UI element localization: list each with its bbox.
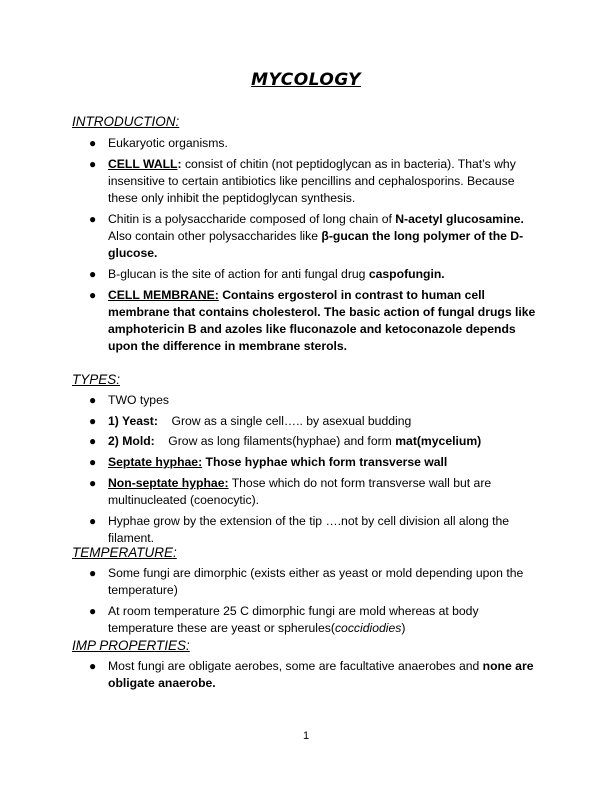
list-item: ● B-glucan is the site of action for anti fungal drug caspofungin.	[72, 266, 542, 283]
introduction-list	[72, 135, 542, 359]
list-item: ● 1) Yeast: Grow as a single cell….. by asexual budding	[72, 413, 542, 430]
bullet-icon: ●	[89, 136, 97, 150]
list-item: ● TWO types	[72, 392, 542, 409]
bullet-icon: ●	[89, 266, 97, 281]
term-label: Non-septate hyphae:	[108, 475, 229, 490]
list-item: ● Chitin is a polysaccharide composed of long chain of N-acetyl glucosamine. Also contain other polysaccharides like β-gucan the long polymer of the D-glucose.	[89, 211, 524, 261]
term-label: CELL MEMBRANE:	[108, 287, 219, 302]
temperature-list	[72, 565, 542, 641]
bullet-icon: ●	[89, 475, 97, 490]
list-item: ● Non-septate hyphae: Those which do not form transverse wall but are multinucleated (coenocytic).	[89, 475, 492, 508]
document-title: MYCOLOGY	[251, 70, 361, 90]
bullet-icon: ●	[89, 287, 97, 302]
term-label: 1) Yeast:	[108, 413, 158, 428]
imp-properties-list	[72, 658, 542, 696]
term-label: CELL WALL	[108, 156, 178, 171]
bullet-icon: ●	[89, 434, 97, 449]
bullet-icon: ●	[89, 211, 97, 226]
bullet-icon: ●	[89, 393, 97, 407]
bullet-icon: ●	[89, 659, 97, 673]
bullet-icon: ●	[89, 156, 97, 171]
bullet-icon: ●	[89, 566, 97, 580]
term-label: 2) Mold:	[108, 434, 155, 449]
list-item: ● 2) Mold: Grow as long filaments(hyphae) and form mat(mycelium)	[72, 433, 542, 450]
list-item: ● Hyphae grow by the extension of the tip ….not by cell division all along the filament.	[89, 513, 510, 545]
list-item: ● Some fungi are dimorphic (exists either as yeast or mold depending upon the temperature)	[89, 566, 524, 598]
section-heading-temperature: TEMPERATURE:	[72, 545, 177, 560]
bullet-icon: ●	[89, 513, 97, 528]
section-heading-types: TYPES:	[72, 372, 121, 387]
bullet-icon: ●	[89, 603, 97, 618]
list-item: ● Most fungi are obligate aerobes, some are facultative anaerobes and none are obligate anaerobe.	[89, 659, 534, 691]
list-item: ● CELL WALL: consist of chitin (not peptidoglycan as in bacteria). That’s why insensitive to certain antibiotics like pencillins and cephalosporins. Because these only inhibit the peptidoglycan synthesis.	[89, 156, 516, 206]
bullet-icon: ●	[89, 413, 97, 428]
types-list	[72, 392, 542, 551]
section-heading-imp-properties: IMP PROPERTIES:	[72, 638, 190, 653]
bullet-icon: ●	[89, 455, 97, 470]
list-item: ● Septate hyphae: Those hyphae which form transverse wall	[72, 454, 542, 471]
page-number: 1	[302, 730, 310, 742]
list-item: ● At room temperature 25 C dimorphic fungi are mold whereas at body temperature these are yeast or spherules(coccidiodies)	[89, 603, 479, 636]
list-item: ● CELL MEMBRANE: Contains ergosterol in contrast to human cell membrane that contains cholesterol. The basic action of fungal drugs like amphotericin B and azoles like fluconazole and ketoconazole depends upon the difference in membrane sterols.	[89, 287, 536, 354]
term-label: Septate hyphae:	[108, 455, 203, 470]
list-item: ● Eukaryotic organisms.	[72, 135, 542, 152]
section-heading-introduction: INTRODUCTION:	[72, 114, 180, 129]
